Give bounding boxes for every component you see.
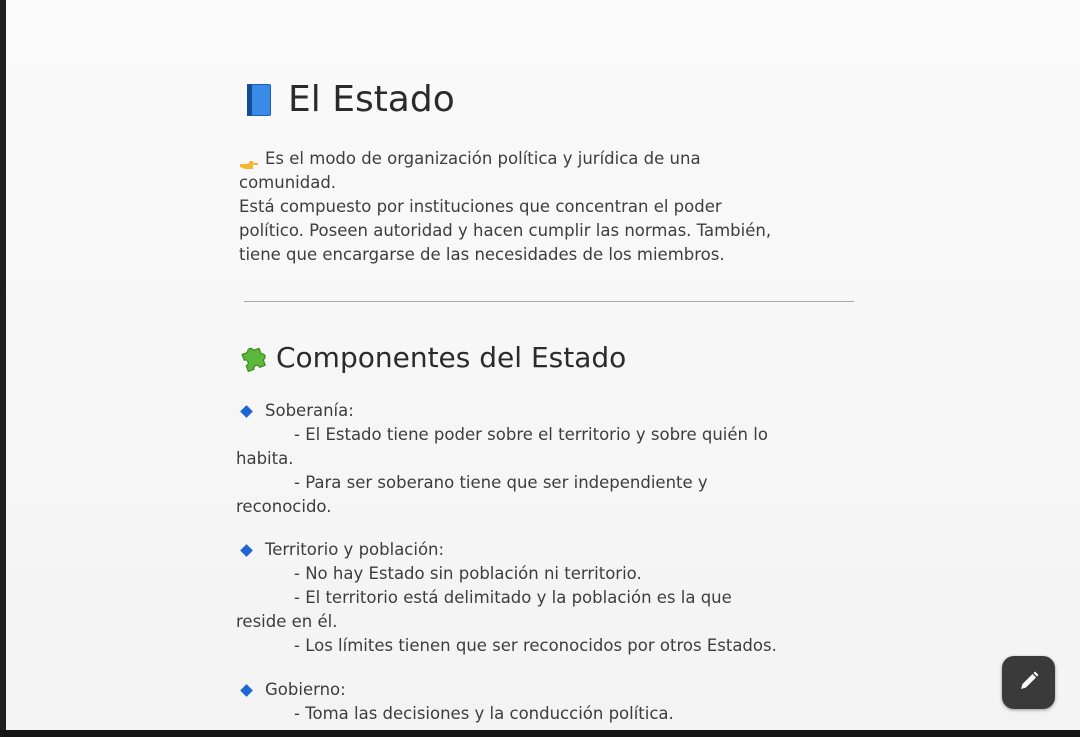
blue-diamond-icon — [240, 405, 253, 418]
component-heading — [236, 678, 876, 702]
component-line: - El territorio está delimitado y la población es la que — [294, 588, 732, 607]
component-line: reside en él. — [236, 612, 338, 631]
pencil-icon — [1017, 669, 1041, 697]
component-heading-text: Territorio y población: — [265, 540, 445, 559]
pointing-hand-icon — [239, 154, 259, 166]
page-title — [244, 78, 455, 122]
intro-line-5: tiene que encargarse de las necesidades de los miembros. — [239, 245, 725, 264]
page-title-text: El Estado — [288, 79, 455, 120]
blue-diamond-icon — [240, 544, 253, 557]
component-heading — [236, 399, 876, 423]
puzzle-piece-icon — [238, 343, 268, 373]
document-page — [6, 0, 1080, 730]
component-heading-text: Gobierno: — [265, 680, 346, 699]
component-line: - Toma las decisiones y la conducción política. — [294, 704, 674, 723]
section-divider — [244, 301, 854, 302]
component-soberania — [236, 399, 876, 519]
component-line: - No hay Estado sin población ni territorio. — [294, 564, 642, 583]
intro-line-1: Es el modo de organización política y jurídica de una — [265, 149, 701, 168]
component-heading-text: Soberanía: — [265, 401, 354, 420]
intro-line-4: político. Poseen autoridad y hacen cumplir las normas. También, — [239, 221, 772, 240]
intro-paragraph — [239, 147, 869, 267]
component-gobierno — [236, 678, 876, 726]
component-line: reconocido. — [236, 497, 332, 516]
blue-diamond-icon — [240, 684, 253, 697]
component-line: - El Estado tiene poder sobre el territorio y sobre quién lo — [294, 425, 768, 444]
page-bottom-edge — [0, 730, 1080, 737]
blue-book-icon — [244, 82, 274, 118]
intro-line-3: Está compuesto por instituciones que concentran el poder — [239, 197, 722, 216]
component-line: habita. — [236, 449, 294, 468]
component-line: - Para ser soberano tiene que ser independiente y — [294, 473, 708, 492]
section-title — [238, 338, 626, 378]
component-territorio — [236, 538, 876, 658]
component-heading — [236, 538, 876, 562]
intro-line-2: comunidad. — [239, 173, 337, 192]
component-line: - Los límites tienen que ser reconocidos por otros Estados. — [294, 636, 777, 655]
edit-button[interactable] — [1002, 656, 1055, 709]
section-title-text: Componentes del Estado — [276, 341, 627, 374]
